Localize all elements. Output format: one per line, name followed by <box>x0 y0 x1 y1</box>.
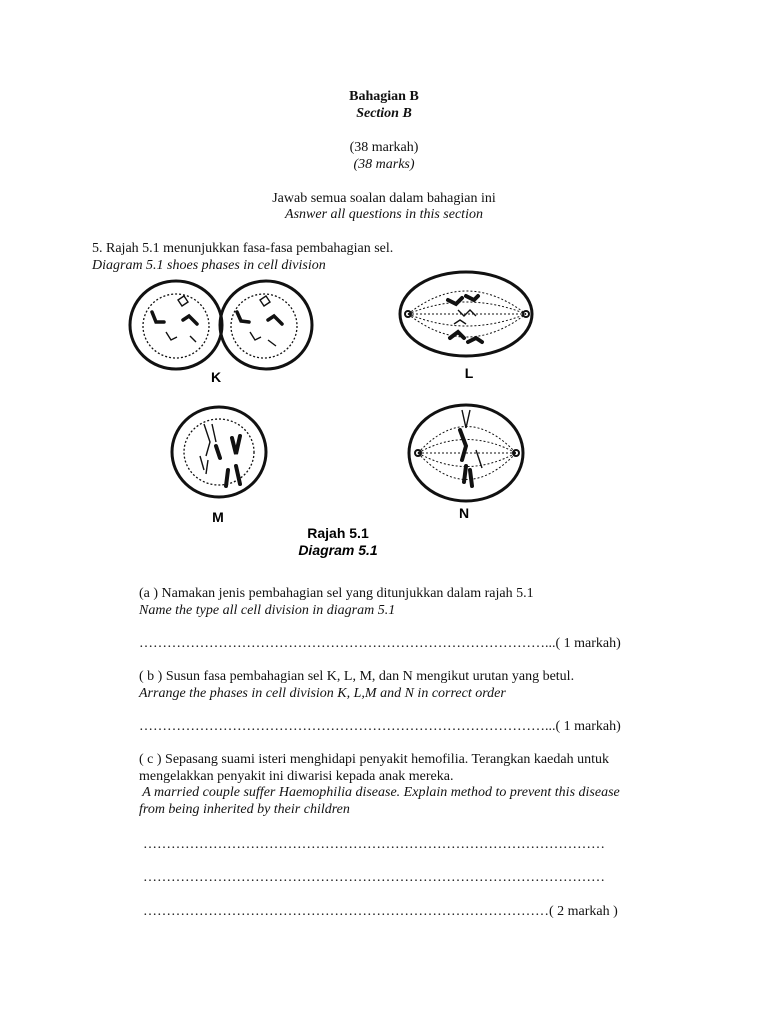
part-c-answer-line-2[interactable]: ……………………………………………………………………………………… <box>143 870 605 885</box>
part-c-answer-line-3[interactable]: ……………………………………………………………………………( 2 markah ) <box>143 904 618 919</box>
question-5-ms: 5. Rajah 5.1 menunjukkan fasa-fasa pembahagian sel. <box>92 241 394 256</box>
part-b-ms: ( b ) Susun fasa pembahagian sel K, L, M, dan N mengikut urutan yang betul. <box>139 669 575 684</box>
part-c-en-line2: from being inherited by their children <box>139 802 350 817</box>
phase-k-cells <box>130 281 312 369</box>
part-b-answer-line[interactable]: ……………………………………………………………………………...( 1 markah) <box>139 719 621 734</box>
section-title-ms: Bahagian B <box>349 89 419 104</box>
phase-l-label: L <box>464 365 474 381</box>
question-5-en: Diagram 5.1 shoes phases in cell division <box>92 258 326 273</box>
diagram-caption-en: Diagram 5.1 <box>298 542 378 558</box>
instruction-en: Asnwer all questions in this section <box>285 207 483 222</box>
part-a-answer-line[interactable]: ……………………………………………………………………………...( 1 markah) <box>139 636 621 651</box>
part-c-ms-line1: ( c ) Sepasang suami isteri menghidapi penyakit hemofilia. Terangkan kaedah untuk <box>139 752 609 767</box>
phase-m-cell <box>172 407 266 497</box>
part-a-en: Name the type all cell division in diagram 5.1 <box>139 603 396 618</box>
marks-ms: (38 markah) <box>349 140 419 155</box>
instruction-ms: Jawab semua soalan dalam bahagian ini <box>272 191 496 206</box>
phase-n-cell <box>409 405 523 501</box>
phase-k-label: K <box>210 369 222 385</box>
phase-m-label: M <box>212 509 224 525</box>
part-b-en: Arrange the phases in cell division K, L,M and N in correct order <box>139 686 506 701</box>
section-title-en: Section B <box>356 106 412 121</box>
part-c-answer-line-1[interactable]: ……………………………………………………………………………………… <box>143 837 605 852</box>
phase-n-label: N <box>458 505 470 521</box>
part-c-ms-line2: mengelakkan penyakit ini diwarisi kepada anak mereka. <box>139 769 454 784</box>
diagram-caption-ms: Rajah 5.1 <box>307 525 369 541</box>
phase-l-cell <box>400 272 532 356</box>
part-c-en-line1: A married couple suffer Haemophilia disease. Explain method to prevent this disease <box>139 785 620 800</box>
part-a-ms: (a ) Namakan jenis pembahagian sel yang ditunjukkan dalam rajah 5.1 <box>139 586 534 601</box>
cell-division-diagram <box>0 270 768 570</box>
marks-en: (38 marks) <box>353 157 415 172</box>
